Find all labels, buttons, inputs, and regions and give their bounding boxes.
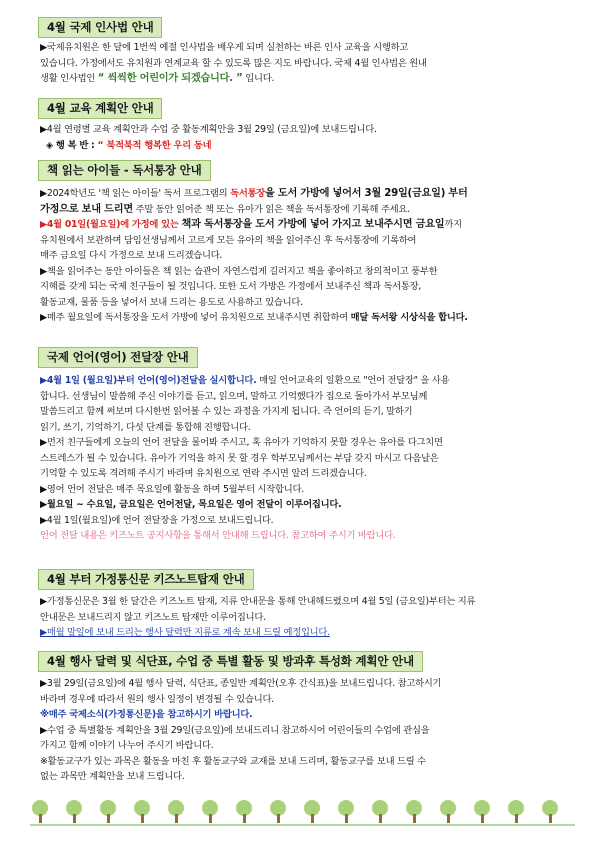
text-run: ▶매주 월요일에 독서통장을 도서 가방에 넣어 유치원으로 보내주시면 취합하여 <box>40 312 351 323</box>
section-title-curriculum: 4월 교육 계획안 안내 <box>38 98 162 119</box>
text-line <box>40 310 570 326</box>
tree-icon <box>64 800 84 826</box>
text-line: ▶먼저 친구들에게 오늘의 언어 전달을 물어봐 주시고, 혹 유아가 기억하지 못할 경우는 유아를 다그치면 <box>40 437 443 448</box>
highlight-text: 책과 독서통장을 도서 가방에 넣어 가지고 보내주시면 금요일 <box>181 219 445 230</box>
text-line: 스트레스가 될 수 있습니다. 유아가 기억을 하지 못 할 경우 학부모님께서는 부담 갖지 마시고 다음날은 <box>40 452 439 464</box>
section-title-calendar: 4월 행사 달력 및 식단표, 수업 중 특별 활동 및 방과후 특성화 계획안 안내 <box>38 651 423 672</box>
greeting-phrase: “ 씩씩한 어린이가 되겠습니다. ” <box>97 73 243 84</box>
tree-icon <box>234 800 254 826</box>
text-line <box>40 217 570 233</box>
text-line: 지혜를 갖게 되는 국제 친구들이 될 것입니다. 또한 도서 가방은 가정에서 보내주신 책과 독서통장, <box>40 281 422 292</box>
tree-icon <box>30 800 50 826</box>
section-title-language: 국제 언어(영어) 전달장 안내 <box>38 347 198 368</box>
text-line: 합니다. 선생님이 말씀해 주신 이야기를 듣고, 읽으며, 말하고 기억했다가 집으로 돌아가서 부모님께 <box>40 390 428 402</box>
section-curriculum-body <box>40 122 570 153</box>
text-run: 매일 언어교육의 일환으로 "언어 전달장" 을 사용 <box>256 375 450 386</box>
text-line: ▶월요일 ~ 수요일, 금요일은 언어전달, 목요일은 영어 전달이 이루어집니다. <box>40 499 342 510</box>
text-line: 말씀드리고 함께 써보며 다시한번 읽어볼 수 있는 과정을 가지게 됩니다. 즉 언어의 듣기, 말하기 <box>40 406 413 417</box>
text-line: 기억할 수 있도록 격려해 주시기 바라며 유치원으로 연락 주시면 알려 드리겠습니다. <box>40 468 367 479</box>
tree-icon <box>302 800 322 826</box>
section-title-kidsnote: 4월 부터 가정통신문 키즈노트탑재 안내 <box>38 569 254 590</box>
text-line <box>40 202 570 218</box>
text-line: ※매주 국제소식(가정통신문)을 참고하시기 바랍니다. <box>40 709 253 720</box>
highlight-text: ▶4월 01일(월요일)에 가정에 있는 <box>40 219 182 230</box>
tree-icon <box>98 800 118 826</box>
text-line: ▶매월 말일에 보내 드리는 행사 달력만 지류로 계속 보내 드릴 예정입니다. <box>40 627 330 638</box>
text-line: ※활동교구가 있는 과목은 활동을 마친 후 활동교구와 교재를 보내 드리며, 활동교구를 보내 드릴 수 <box>40 755 426 767</box>
highlight-text: 독서통장 <box>230 188 266 199</box>
tree-icon <box>268 800 288 826</box>
text-line: ▶영어 언어 전달은 매주 목요일에 활동을 하며 5월부터 시작합니다. <box>40 483 304 495</box>
section-language-body <box>40 373 570 544</box>
text-line: 있습니다. 가정에서도 유치원과 연계교육 할 수 있도록 많은 지도 바랍니다. 국제 4월 인사법은 원내 <box>40 57 427 69</box>
class-label: ◈ 행 복 반 : <box>46 139 98 151</box>
tree-icon <box>370 800 390 826</box>
text-line: ▶3월 29일(금요일)에 4월 행사 달력, 식단표, 종일반 계획안(오후 간식표)을 보내드립니다. 참고하시기 <box>40 678 442 689</box>
tree-icon <box>404 800 424 826</box>
text-line: 유치원에서 보관하며 담임선생님께서 고르게 모든 유아의 책을 읽어주신 후 독서통장에 기록하여 <box>40 234 417 246</box>
tree-icon <box>132 800 152 826</box>
text-line <box>40 373 570 389</box>
highlight-text: ▶4월 1일 (월요일)부터 언어(영어)전달을 실시합니다. <box>40 375 257 386</box>
text-line: ▶수업 중 특별활동 계획안을 3월 29일(금요일)에 보내드리니 참고하시어 어린이들의 수업에 관심을 <box>40 724 430 736</box>
ground-line <box>30 824 575 826</box>
text-line: ▶4월 1일(월요일)에 언어 전달장을 가정으로 보내드립니다. <box>40 514 274 526</box>
tree-icon <box>438 800 458 826</box>
section-title-reading: 책 읽는 아이들 - 독서통장 안내 <box>38 160 211 181</box>
highlight-text: 가정으로 보내 드리면 <box>40 203 133 215</box>
text-line: 활동교재, 물품 등을 넣어서 보내 드리는 용도로 사용하고 있습니다. <box>40 296 303 308</box>
section-reading-body <box>40 186 570 326</box>
class-theme: “ 북적북적 행복한 우리 동네 <box>97 139 212 151</box>
section-kidsnote-body <box>40 594 570 641</box>
tree-icon <box>336 800 356 826</box>
highlight-text: 을 도서 가방에 넣어서 3월 29일(금요일) 부터 <box>265 188 468 199</box>
section-title-greeting: 4월 국제 인사법 안내 <box>38 17 162 38</box>
tree-icon <box>540 800 560 826</box>
text-run: ▶2024학년도 '책 읽는 아이들' 독서 프로그램의 <box>40 188 231 199</box>
text-line: 가지고 함께 이야기 나누어 주시기 바랍니다. <box>40 740 214 751</box>
text-line: ▶책을 읽어주는 동안 아이들은 책 읽는 습관이 자연스럽게 길러지고 책을 좋아하고 창의적이고 풍부한 <box>40 265 438 277</box>
text-line <box>40 71 570 87</box>
text-run: 주말 동안 읽어준 책 또는 유아가 읽은 책을 독서통장에 기록해 주세요. <box>132 203 410 215</box>
text-line: ▶국제유치원은 한 달에 1번씩 예절 인사법을 배우게 되며 실천하는 바른 인사 교육을 시행하고 <box>40 42 409 53</box>
text-line: ▶4월 연령별 교육 계획안과 수업 중 활동계획안을 3월 29일 (금요일)에 보내드립니다. <box>40 124 377 135</box>
text-line: 읽기, 쓰기, 기억하기, 다섯 단계를 통합해 진행합니다. <box>40 421 251 433</box>
text-line: 없는 과목만 계획안을 보내 드립니다. <box>40 771 185 782</box>
tree-icon <box>506 800 526 826</box>
text-line <box>40 186 570 202</box>
text-run: 입니다. <box>242 73 275 84</box>
text-run: 까지 <box>444 219 462 230</box>
text-line: 바라며 경우에 따라서 원의 행사 일정이 변경될 수 있습니다. <box>40 693 274 705</box>
text-line <box>40 138 570 154</box>
highlight-text: 매달 독서왕 시상식을 합니다. <box>350 312 468 323</box>
text-line: 안내문은 보내드리지 않고 키즈노트 탑재만 이루어집니다. <box>40 611 266 623</box>
tree-icon <box>200 800 220 826</box>
tree-icon <box>472 800 492 826</box>
section-calendar-body <box>40 676 570 785</box>
tree-icon <box>166 800 186 826</box>
section-greeting-body <box>40 40 570 87</box>
text-line: ▶가정통신문은 3월 한 달간은 키즈노트 탑재, 지류 안내문을 통해 안내해드렸으며 4월 5일 (금요일)부터는 지류 <box>40 596 476 607</box>
text-run: 생활 인사법인 <box>40 73 98 84</box>
text-line: 언어 전달 내용은 키즈노트 공지사항을 통해서 안내해 드립니다. 참고하여 주시기 바랍니다. <box>40 530 396 541</box>
text-line: 매주 금요일 다시 가정으로 보내 드리겠습니다. <box>40 250 223 261</box>
